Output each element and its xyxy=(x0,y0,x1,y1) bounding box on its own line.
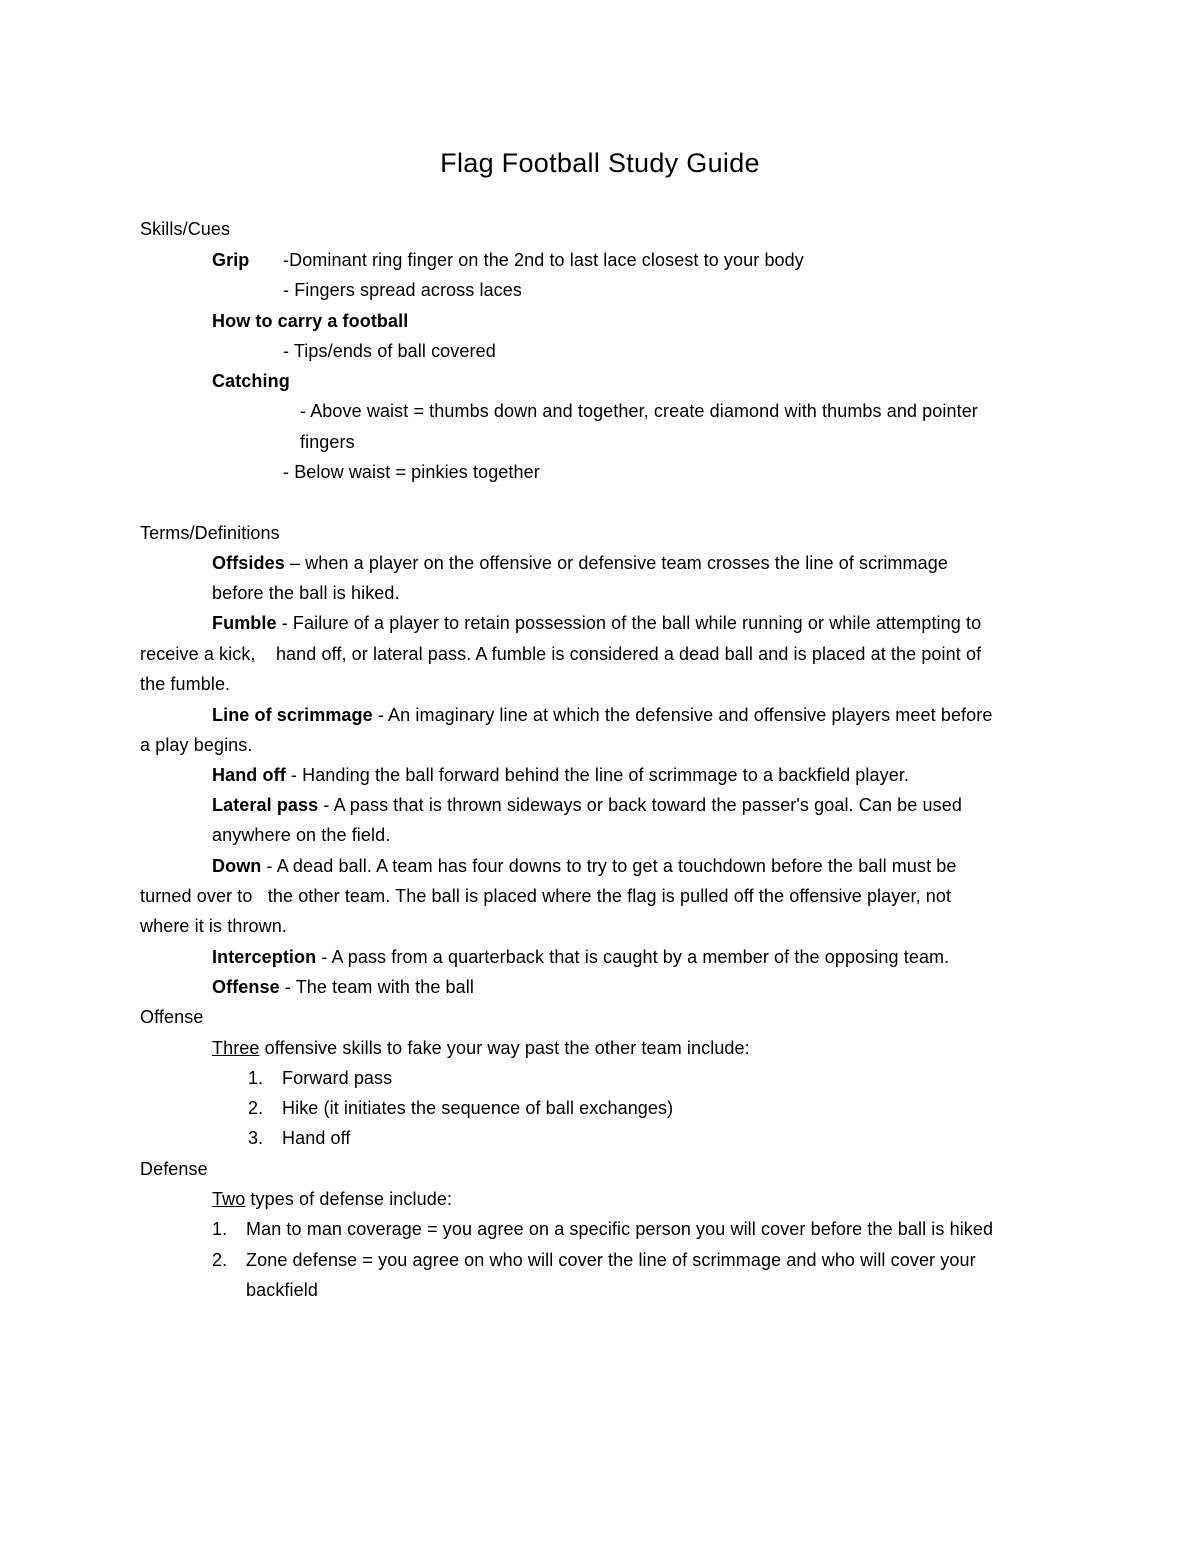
term-lateral-pass: Lateral pass - A pass that is thrown sideways or back toward the passer's goal. Can be used xyxy=(212,795,962,815)
offense-heading: Offense xyxy=(140,1007,204,1027)
term-lateral-pass-cont: anywhere on the field. xyxy=(212,825,391,845)
term-offsides-cont: before the ball is hiked. xyxy=(212,583,400,603)
term-interception: Interception - A pass from a quarterback that is caught by a member of the opposing team. xyxy=(212,947,950,967)
list-item: 3. Hand off xyxy=(248,1128,351,1148)
grip-label: Grip xyxy=(212,250,250,270)
list-item: 2. Zone defense = you agree on who will cover the line of scrimmage and who will cover your xyxy=(212,1250,976,1270)
term-line-of-scrimmage: Line of scrimmage - An imaginary line at which the defensive and offensive players meet before xyxy=(212,705,993,725)
defense-heading: Defense xyxy=(140,1159,208,1179)
catching-cue-1: - Above waist = thumbs down and together, create diamond with thumbs and pointer xyxy=(300,401,978,421)
term-fumble-cont-2: the fumble. xyxy=(140,674,231,694)
term-hand-off: Hand off - Handing the ball forward behind the line of scrimmage to a backfield player. xyxy=(212,765,910,785)
term-line-of-scrimmage-cont: a play begins. xyxy=(140,735,253,755)
list-item: 1. Forward pass xyxy=(248,1068,393,1088)
terms-heading: Terms/Definitions xyxy=(140,523,280,543)
defense-intro: Two types of defense include: xyxy=(212,1189,453,1209)
list-item: 2. Hike (it initiates the sequence of ball exchanges) xyxy=(248,1098,674,1118)
catching-cue-1-cont: fingers xyxy=(300,432,355,452)
term-fumble-cont-1: receive a kick, hand off, or lateral pass. A fumble is considered a dead ball and is placed at the point of xyxy=(140,644,982,664)
term-fumble: Fumble - Failure of a player to retain possession of the ball while running or while attempting to xyxy=(212,613,982,633)
term-down-cont-2: where it is thrown. xyxy=(140,916,287,936)
offense-intro: Three offensive skills to fake your way past the other team include: xyxy=(212,1038,750,1058)
catching-label: Catching xyxy=(212,371,290,391)
term-offsides: Offsides – when a player on the offensive or defensive team crosses the line of scrimmage xyxy=(212,553,948,573)
grip-cue-1: -Dominant ring finger on the 2nd to last lace closest to your body xyxy=(283,250,804,270)
list-item-cont: backfield xyxy=(246,1280,318,1300)
term-down-cont-1: turned over to the other team. The ball is placed where the flag is pulled off the offensive player, not xyxy=(140,886,952,906)
carry-label: How to carry a football xyxy=(212,311,409,331)
page-title: Flag Football Study Guide xyxy=(440,148,760,178)
term-offense: Offense - The team with the ball xyxy=(212,977,474,997)
carry-cue-1: - Tips/ends of ball covered xyxy=(283,341,496,361)
list-item: 1. Man to man coverage = you agree on a specific person you will cover before the ball is hiked xyxy=(212,1219,994,1239)
grip-cue-2: - Fingers spread across laces xyxy=(283,280,522,300)
skills-heading: Skills/Cues xyxy=(140,219,231,239)
catching-cue-2: - Below waist = pinkies together xyxy=(283,462,540,482)
term-down: Down - A dead ball. A team has four downs to try to get a touchdown before the ball must be xyxy=(212,856,957,876)
